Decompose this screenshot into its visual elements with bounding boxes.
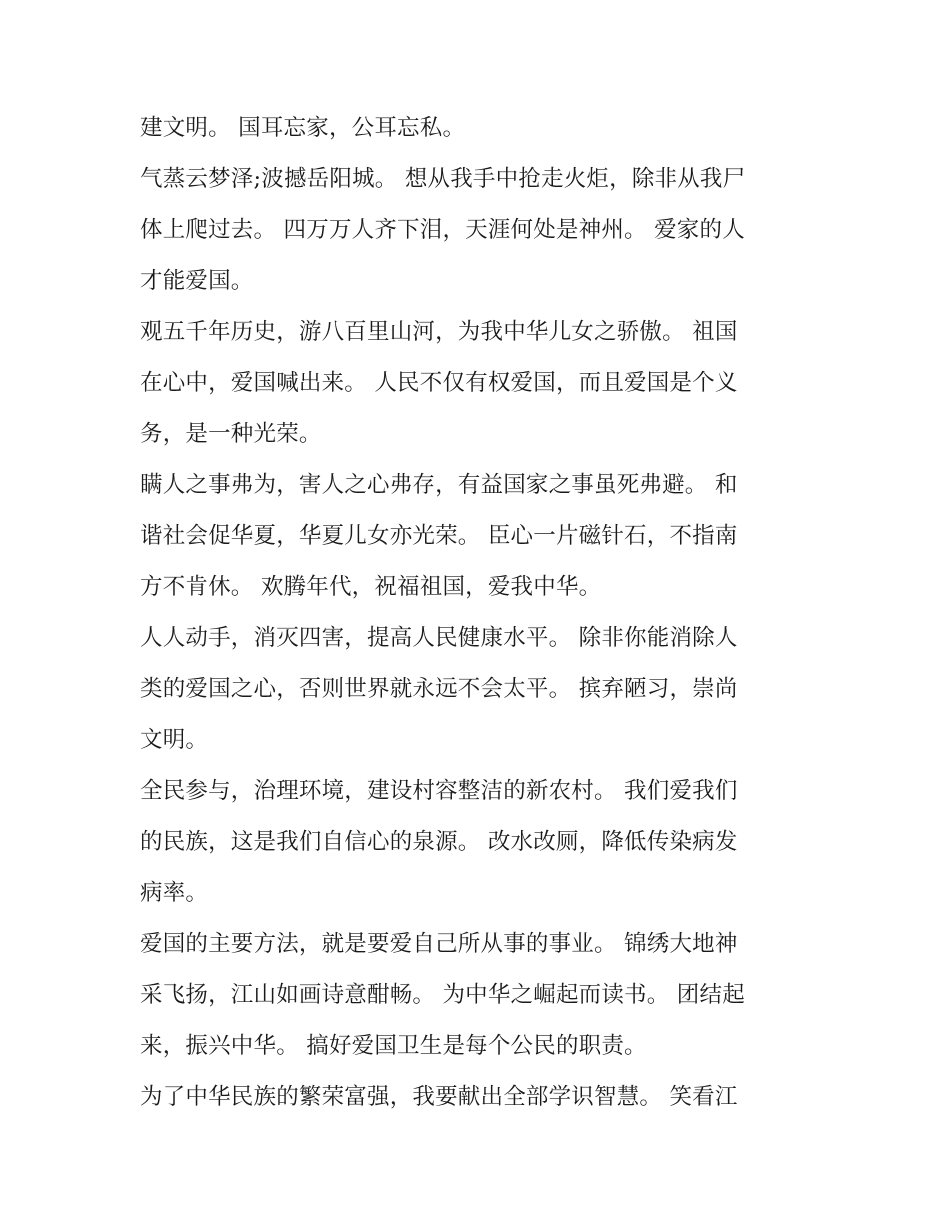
paragraph-7: 爱国的主要方法，就是要爱自己所从事的事业。 锦绣大地神 采飞扬，江山如画诗意酣畅。 为中华之崛起而读书。 团结起 来，振兴中华。 搞好爱国卫生是每个公民的职责。 [140,931,745,1059]
paragraph-1: 建文明。 国耳忘家，公耳忘私。 [140,115,466,141]
document-body [140,103,802,1123]
paragraph-8: 为了中华民族的繁荣富强，我要献出全部学识智慧。 笑看江 [140,1084,738,1110]
paragraph-3: 观五千年历史，游八百里山河，为我中华儿女之骄傲。 祖国 在心中，爱国喊出来。 人民不仅有权爱国，而且爱国是个义 务，是一种光荣。 [140,319,738,447]
paragraph-4: 瞒人之事弗为，害人之心弗存，有益国家之事虽死弗避。 和 谐社会促华夏，华夏儿女亦光荣。 臣心一片磁针石，不指南 方不肯休。 欢腾年代，祝福祖国，爱我中华。 [140,472,738,600]
paragraph-6: 全民参与，治理环境，建设村容整洁的新农村。 我们爱我们 的民族，这是我们自信心的泉源。 改水改厕，降低传染病发 病率。 [140,778,738,906]
paragraph-5: 人人动手，消灭四害，提高人民健康水平。 除非你能消除人 类的爱国之心，否则世界就永远不会太平。 摈弃陋习，崇尚 文明。 [140,625,738,753]
paragraph-2: 气蒸云梦泽;波撼岳阳城。 想从我手中抢走火炬，除非从我尸 体上爬过去。 四万万人齐下泪，天涯何处是神州。 爱家的人 才能爱国。 [140,166,746,294]
